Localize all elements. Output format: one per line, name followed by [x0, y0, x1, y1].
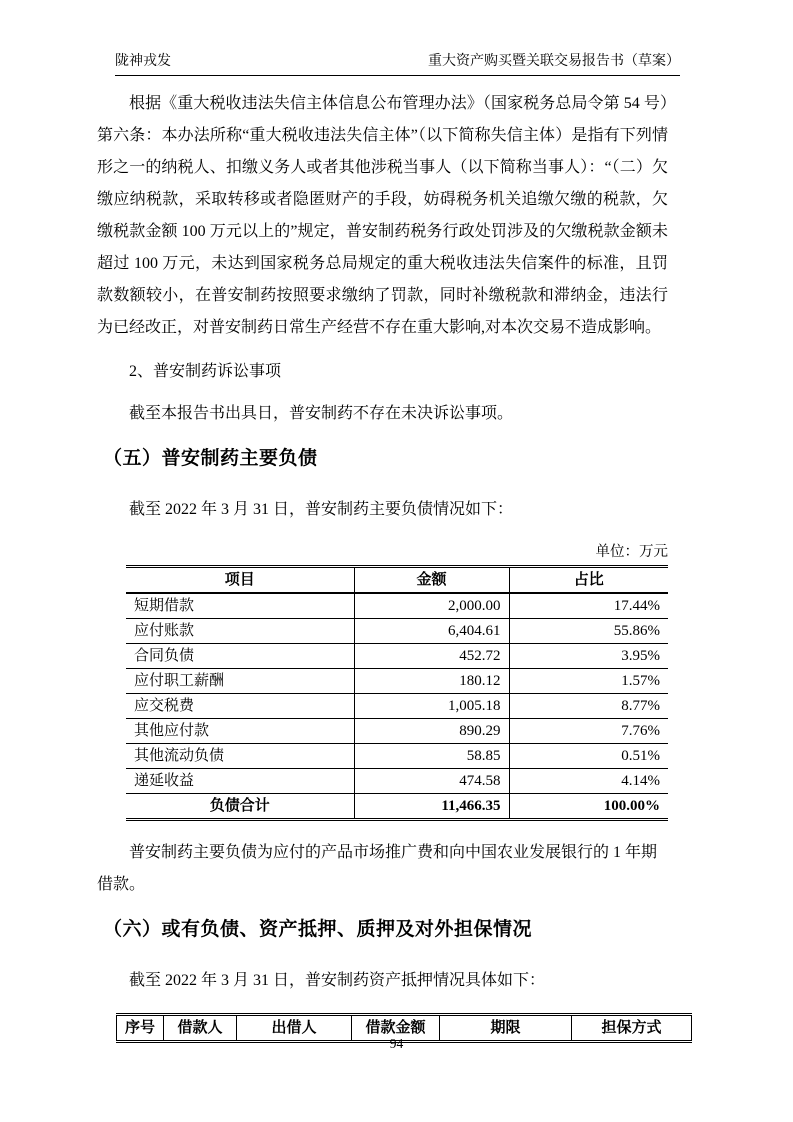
page-number: 94	[389, 1036, 404, 1051]
ratio-cell: 1.57%	[509, 669, 668, 694]
column-header-guarantee-type: 担保方式	[572, 1015, 692, 1042]
column-header-borrower: 借款人	[164, 1015, 237, 1042]
ratio-cell: 4.14%	[509, 769, 668, 794]
header-right-title: 重大资产购买暨关联交易报告书（草案）	[428, 54, 680, 69]
paragraph-main-liabilities: 普安制药主要负债为应付的产品市场推广费和向中国农业发展银行的 1 年期借款。	[97, 844, 658, 893]
table-row	[126, 593, 668, 619]
item-cell: 应付职工薪酬	[126, 669, 354, 694]
section-heading-contingent-liabilities: （六）或有负债、资产抵押、质押及对外担保情况	[103, 919, 533, 940]
table-row	[126, 669, 668, 694]
column-header-amount: 金额	[354, 567, 509, 594]
item-cell: 其他流动负债	[126, 744, 354, 769]
column-header-index: 序号	[117, 1015, 164, 1042]
ratio-cell: 8.77%	[509, 694, 668, 719]
ratio-cell: 0.51%	[509, 744, 668, 769]
amount-cell: 6,404.61	[354, 619, 509, 644]
page-header	[115, 50, 680, 76]
amount-cell: 890.29	[354, 719, 509, 744]
paragraph-mortgage-intro: 截至 2022 年 3 月 31 日，普安制药资产抵押情况具体如下：	[129, 972, 546, 989]
item-cell: 短期借款	[126, 593, 354, 619]
total-label-cell: 负债合计	[209, 797, 270, 814]
liabilities-table	[126, 565, 668, 821]
paragraph-litigation: 截至本报告书出具日，普安制药不存在未决诉讼事项。	[129, 405, 514, 422]
ratio-cell: 7.76%	[509, 719, 668, 744]
ratio-cell: 17.44%	[509, 593, 668, 619]
item-cell: 合同负债	[126, 644, 354, 669]
liabilities-total-row	[126, 794, 668, 820]
table-unit-note: 单位：万元	[595, 544, 668, 560]
amount-cell: 1,005.18	[354, 694, 509, 719]
section-heading-main-liabilities: （五）普安制药主要负债	[103, 448, 318, 469]
table-row	[126, 719, 668, 744]
table-row	[126, 619, 668, 644]
amount-cell: 452.72	[354, 644, 509, 669]
paragraph-tax-regulation: 根据《重大税收违法失信主体信息公布管理办法》（国家税务总局令第 54 号）第六条：本办法所称“重大税收违法失信主体”（以下简称失信主体）是指有下列情形之一的纳税人、扣缴义务人或者其他涉税当事人（以下简称当事人）：“（二）欠缴应纳税款，采取转移或者隐匿财产的手段，妨碍税务机关追缴欠缴的税款，欠缴税款金额 100 万元以上的”规定，普安制药税务行政处罚涉及的欠缴税款金额未超过 100 万元，未达到国家税务总局规定的重大税收违法失信案件的标准，且罚款数额较小，在普安制药按照要求缴纳了罚款，同时补缴税款和滞纳金，违法行为已经改正，对普安制药日常生产经营不存在重大影响,对本次交易不造成影响。	[97, 95, 668, 336]
table-row	[126, 644, 668, 669]
table-row	[126, 769, 668, 794]
liabilities-table-header-row	[126, 567, 668, 594]
column-header-loan-amount: 借款金额	[352, 1015, 440, 1042]
header-left-title: 陇神戎发	[115, 54, 171, 69]
column-header-lender: 出借人	[237, 1015, 352, 1042]
table-row	[126, 744, 668, 769]
document-body	[97, 88, 668, 1043]
column-header-ratio: 占比	[509, 567, 668, 594]
sub-item-heading-litigation: 2、普安制药诉讼事项	[129, 363, 282, 380]
table-row	[126, 694, 668, 719]
ratio-cell: 55.86%	[509, 619, 668, 644]
item-cell: 应交税费	[126, 694, 354, 719]
paragraph-liabilities-intro: 截至 2022 年 3 月 31 日，普安制药主要负债情况如下：	[129, 501, 514, 518]
amount-cell: 2,000.00	[354, 593, 509, 619]
item-cell: 其他应付款	[126, 719, 354, 744]
amount-cell: 58.85	[354, 744, 509, 769]
column-header-item: 项目	[126, 567, 354, 594]
total-amount-cell: 11,466.35	[354, 794, 509, 820]
amount-cell: 474.58	[354, 769, 509, 794]
column-header-term: 期限	[440, 1015, 572, 1042]
item-cell: 应付账款	[126, 619, 354, 644]
ratio-cell: 3.95%	[509, 644, 668, 669]
amount-cell: 180.12	[354, 669, 509, 694]
liabilities-table-body	[126, 593, 668, 794]
total-ratio-cell: 100.00%	[509, 794, 668, 820]
item-cell: 递延收益	[126, 769, 354, 794]
